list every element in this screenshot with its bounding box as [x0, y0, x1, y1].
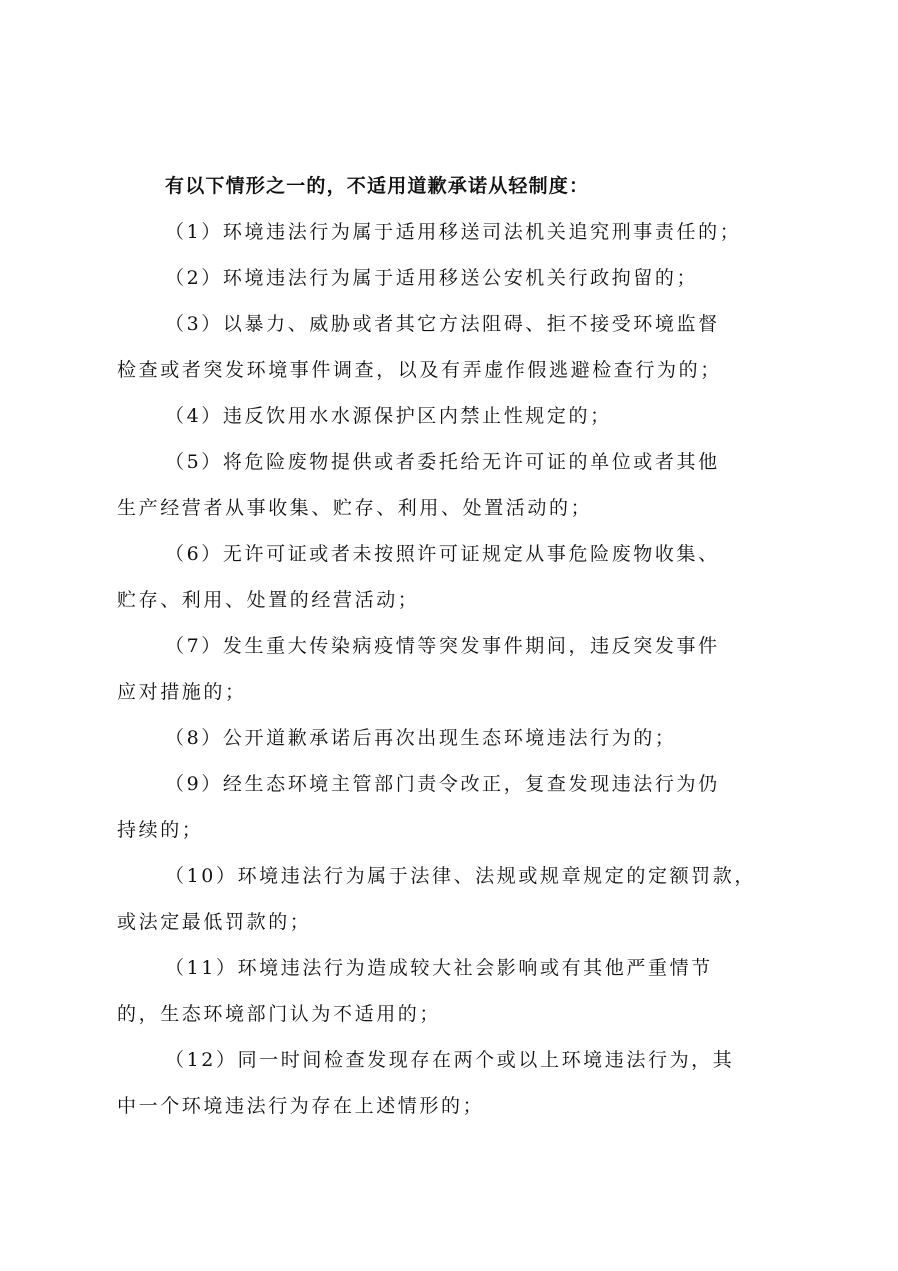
- list-item-line: （12）同一时间检查发现存在两个或以上环境违法行为，其: [165, 1049, 735, 1071]
- list-item-line: （10）环境违法行为属于法律、法规或规章规定的定额罚款，: [165, 865, 756, 887]
- list-item-line: （1）环境违法行为属于适用移送司法机关追究刑事责任的；: [165, 221, 742, 243]
- list-item-12: [117, 1037, 785, 1129]
- list-item-8: [117, 715, 785, 761]
- list-item-line-continued: 检查或者突发环境事件调查，以及有弄虚作假逃避检查行为的；: [117, 359, 722, 381]
- list-item-5: [117, 439, 785, 531]
- list-item-line-continued: 持续的；: [117, 819, 204, 841]
- list-item-line: （9）经生态环境主管部门责令改正，复查发现违法行为仍: [165, 773, 720, 795]
- document-body: [117, 163, 785, 1129]
- list-item-1: [117, 209, 785, 255]
- list-item-line: （2）环境违法行为属于适用移送公安机关行政拘留的；: [165, 267, 699, 289]
- list-item-4: [117, 393, 785, 439]
- list-item-line-continued: 贮存、利用、处置的经营活动；: [117, 589, 420, 611]
- list-item-line: （3）以暴力、威胁或者其它方法阻碍、拒不接受环境监督: [165, 313, 720, 335]
- list-item-11: [117, 945, 785, 1037]
- document-heading: 有以下情形之一的，不适用道歉承诺从轻制度：: [165, 175, 590, 197]
- list-item-line: （5）将危险废物提供或者委托给无许可证的单位或者其他: [165, 451, 720, 473]
- list-item-line: （7）发生重大传染病疫情等突发事件期间，违反突发事件: [165, 635, 720, 657]
- list-item-line-continued: 中一个环境违法行为存在上述情形的；: [117, 1095, 485, 1117]
- list-item-line: （11）环境违法行为造成较大社会影响或有其他严重情节: [165, 957, 713, 979]
- list-item-line-continued: 或法定最低罚款的；: [117, 911, 312, 933]
- list-item-3: [117, 301, 785, 393]
- list-item-line-continued: 应对措施的；: [117, 681, 247, 703]
- list-item-7: [117, 623, 785, 715]
- list-item-6: [117, 531, 785, 623]
- list-item-line: （6）无许可证或者未按照许可证规定从事危险废物收集、: [165, 543, 720, 565]
- list-item-line-continued: 的，生态环境部门认为不适用的；: [117, 1003, 442, 1025]
- list-item-line-continued: 生产经营者从事收集、贮存、利用、处置活动的；: [117, 497, 593, 519]
- list-item-line: （8）公开道歉承诺后再次出现生态环境违法行为的；: [165, 727, 677, 749]
- list-item-10: [117, 853, 785, 945]
- list-item-2: [117, 255, 785, 301]
- list-item-line: （4）违反饮用水水源保护区内禁止性规定的；: [165, 405, 612, 427]
- list-item-9: [117, 761, 785, 853]
